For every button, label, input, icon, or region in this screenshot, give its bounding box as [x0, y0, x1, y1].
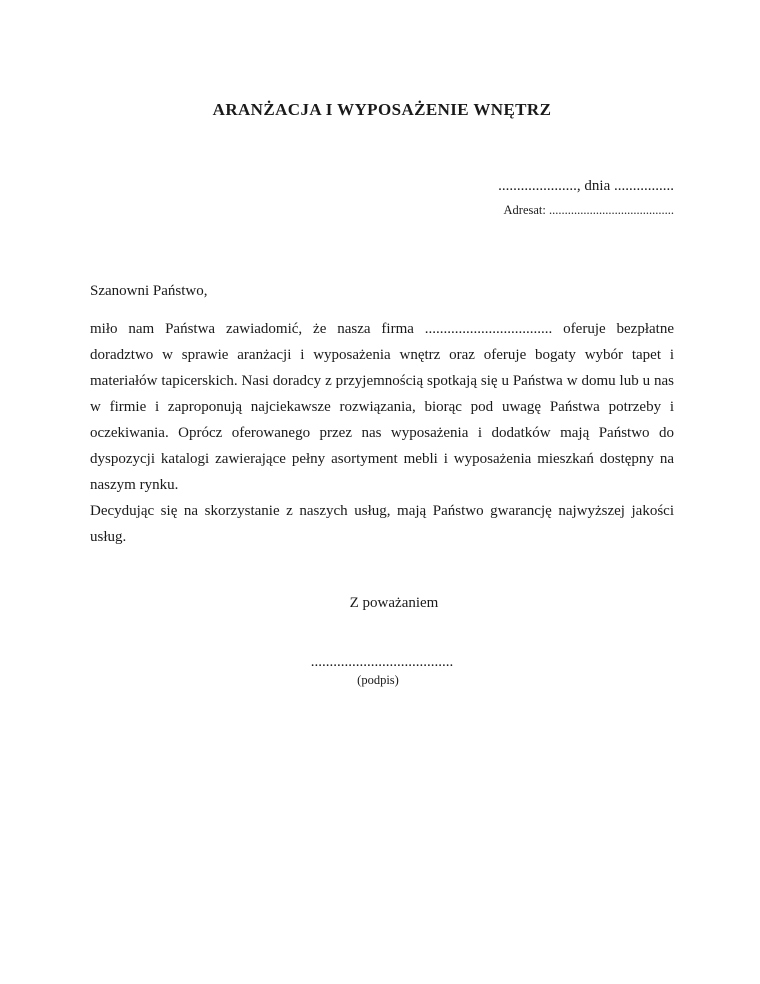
letter-title: ARANŻACJA I WYPOSAŻENIE WNĘTRZ [212, 100, 552, 119]
addressee-line [90, 202, 674, 218]
addressee-dots-field: ........................................ [549, 203, 674, 217]
closing-phrase: Z poważaniem [349, 595, 439, 611]
addressee-label: Adresat: [503, 203, 546, 217]
signature-caption: (podpis) [357, 673, 399, 687]
signature-dotted-line: ...................................... [310, 654, 454, 670]
date-line: ....................., dnia ................ [498, 178, 674, 194]
body-paragraph-1: miło nam Państwa zawiadomić, że nasza firma .................................. oferuje bezpłatne doradztwo w sprawie aranżacji i wyposażenia wnętrz oraz oferuje bogaty wybór tapet i materiałów tapicerskich. Nasi doradcy z przyjemnością spotkają się u Państwa w domu lub u nas w firmie i zaproponują najciekawsze rozwiązania, biorąc pod uwagę Państwa potrzeby i oczekiwania. Oprócz oferowanego przez nas wyposażenia i dodatków mają Państwo do dyspozycji katalogi zawierające pełny asortyment mebli i wyposażenia mieszkań dostępny na naszym rynku. [90, 321, 674, 493]
body-paragraph-2: Decydując się na skorzystanie z naszych usług, mają Państwo gwarancję najwyższej jakości usług. [90, 503, 674, 545]
salutation: Szanowni Państwo, [90, 283, 208, 299]
